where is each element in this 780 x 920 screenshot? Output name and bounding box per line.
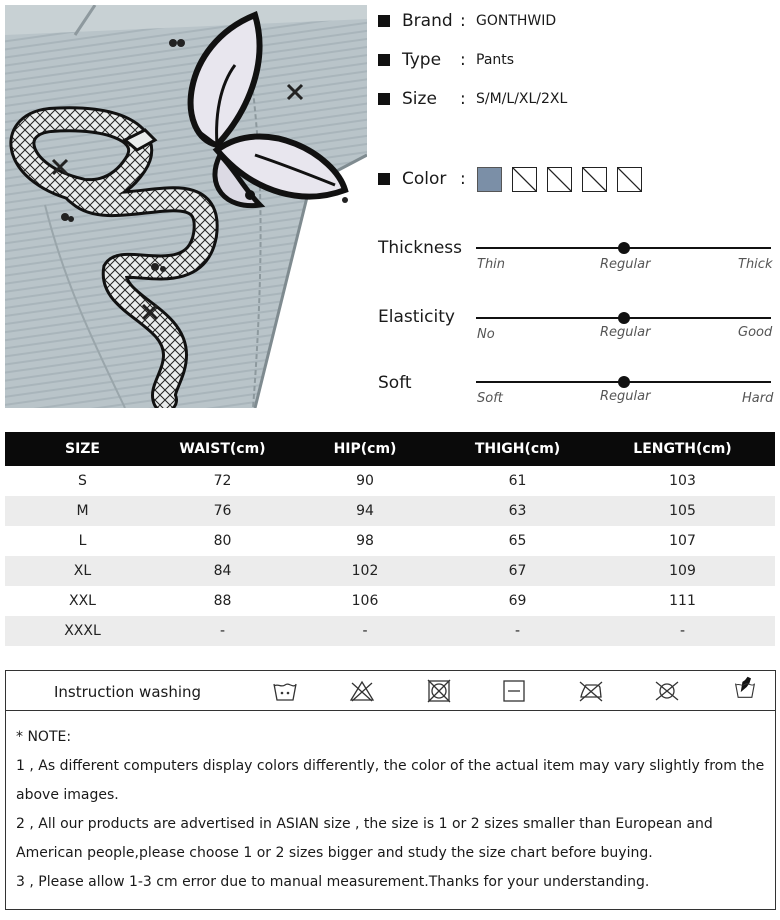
slash-icon: [513, 168, 537, 192]
notes-heading: * NOTE:: [16, 729, 72, 745]
note-1: 1 , As different computers display colors differently, the color of the actual item may vary slightly from the above images.: [16, 758, 765, 803]
color-label: Color: [402, 169, 447, 189]
no-dry-clean-icon: [654, 679, 680, 703]
table-row: [5, 466, 775, 496]
table-row: [5, 556, 775, 586]
color-colon: :: [460, 169, 466, 189]
cell-hip: 90: [356, 473, 374, 489]
cell-length: 103: [669, 473, 696, 489]
no-iron-icon: [578, 679, 604, 703]
elasticity-knob: [618, 312, 630, 324]
notes-section: [16, 723, 771, 897]
color-swatch-gray-blue[interactable]: [477, 167, 502, 192]
care-instructions-box: [5, 670, 776, 910]
slash-icon: [618, 168, 642, 192]
size-value: S/M/L/XL/2XL: [476, 91, 568, 107]
table-header-row: [5, 432, 775, 466]
color-swatch-empty: [547, 167, 572, 192]
size-colon: :: [460, 89, 466, 109]
color-swatch-empty: [617, 167, 642, 192]
bullet-square-icon: [378, 15, 390, 27]
table-row: [5, 616, 775, 646]
care-header: [6, 671, 775, 711]
cell-hip: 94: [285, 496, 445, 526]
table-row: [5, 496, 775, 526]
cell-length: 105: [590, 496, 775, 526]
thickness-min: Thin: [477, 257, 506, 272]
cell-thigh: 65: [508, 533, 527, 549]
cell-thigh: -: [445, 616, 590, 646]
elasticity-track: [476, 317, 771, 319]
elasticity-min: No: [477, 327, 495, 342]
soft-mid: Regular: [600, 389, 651, 404]
cell-waist: 88: [213, 593, 232, 609]
wash-30-icon: [272, 679, 298, 703]
elasticity-label: Elasticity: [378, 307, 455, 327]
table-row: [5, 526, 775, 556]
cell-hip: -: [285, 616, 445, 646]
cell-size: XXL: [69, 593, 96, 609]
spec-type: [378, 47, 515, 73]
spec-brand: [378, 8, 557, 34]
size-label: Size: [402, 89, 437, 109]
cell-length: 111: [669, 593, 696, 609]
thickness-track: [476, 247, 771, 249]
cell-waist: 72: [213, 473, 232, 489]
size-chart-table: [5, 432, 775, 646]
no-tumble-dry-icon: [426, 679, 452, 703]
header-length: LENGTH(cm): [590, 432, 775, 466]
cell-length: 109: [590, 556, 775, 586]
bullet-square-icon: [378, 54, 390, 66]
no-bleach-icon: [349, 679, 375, 703]
dry-flat-icon: [501, 679, 527, 703]
soft-label: Soft: [378, 373, 412, 393]
color-swatch-empty: [512, 167, 537, 192]
note-2: 2 , All our products are advertised in ASIAN size , the size is 1 or 2 sizes smaller than European and American people,please choose 1 or 2 sizes bigger and study the size chart before buying.: [16, 816, 713, 861]
brand-label: Brand: [402, 11, 453, 31]
soft-knob: [618, 376, 630, 388]
header-hip: HIP(cm): [285, 432, 445, 466]
cell-hip: 98: [356, 533, 374, 549]
cell-thigh: 61: [508, 473, 527, 489]
slash-icon: [583, 168, 607, 192]
cell-thigh: 69: [508, 593, 527, 609]
slash-icon: [548, 168, 572, 192]
soft-min: Soft: [477, 391, 503, 406]
thickness-knob: [618, 242, 630, 254]
thickness-mid: Regular: [600, 257, 651, 272]
product-photo: [5, 5, 367, 408]
cell-waist: 80: [213, 533, 232, 549]
cell-thigh: 67: [445, 556, 590, 586]
type-colon: :: [460, 50, 466, 70]
header-waist: WAIST(cm): [160, 432, 285, 466]
cell-hip: 106: [351, 593, 379, 609]
cell-waist: 76: [160, 496, 285, 526]
header-thigh: THIGH(cm): [445, 432, 590, 466]
cell-size: XL: [5, 556, 160, 586]
cell-waist: -: [160, 616, 285, 646]
header-size: SIZE: [5, 432, 160, 466]
cell-size: XXXL: [5, 616, 160, 646]
bullet-square-icon: [378, 93, 390, 105]
cell-size: M: [5, 496, 160, 526]
cell-thigh: 63: [445, 496, 590, 526]
elasticity-mid: Regular: [600, 325, 651, 340]
brand-colon: :: [460, 11, 466, 31]
care-title: Instruction washing: [54, 683, 202, 701]
brand-value: GONTHWID: [476, 13, 557, 29]
table-row: [5, 586, 775, 616]
type-value: Pants: [476, 52, 515, 68]
cell-length: -: [590, 616, 775, 646]
thickness-max: Thick: [738, 257, 773, 272]
type-label: Type: [402, 50, 442, 70]
soft-max: Hard: [742, 391, 774, 406]
hand-wash-icon: [732, 675, 758, 699]
note-3: 3 , Please allow 1-3 cm error due to manual measurement.Thanks for your understanding.: [16, 874, 650, 890]
color-swatch-empty: [582, 167, 607, 192]
elasticity-max: Good: [738, 325, 773, 340]
bullet-square-icon: [378, 173, 390, 185]
cell-size: S: [78, 473, 87, 489]
cell-hip: 102: [285, 556, 445, 586]
spec-size: [378, 86, 568, 112]
thickness-label: Thickness: [378, 238, 463, 258]
cell-waist: 84: [160, 556, 285, 586]
cell-length: 107: [669, 533, 696, 549]
spec-color: [378, 166, 480, 192]
cell-size: L: [78, 533, 87, 549]
soft-track: [476, 381, 771, 383]
